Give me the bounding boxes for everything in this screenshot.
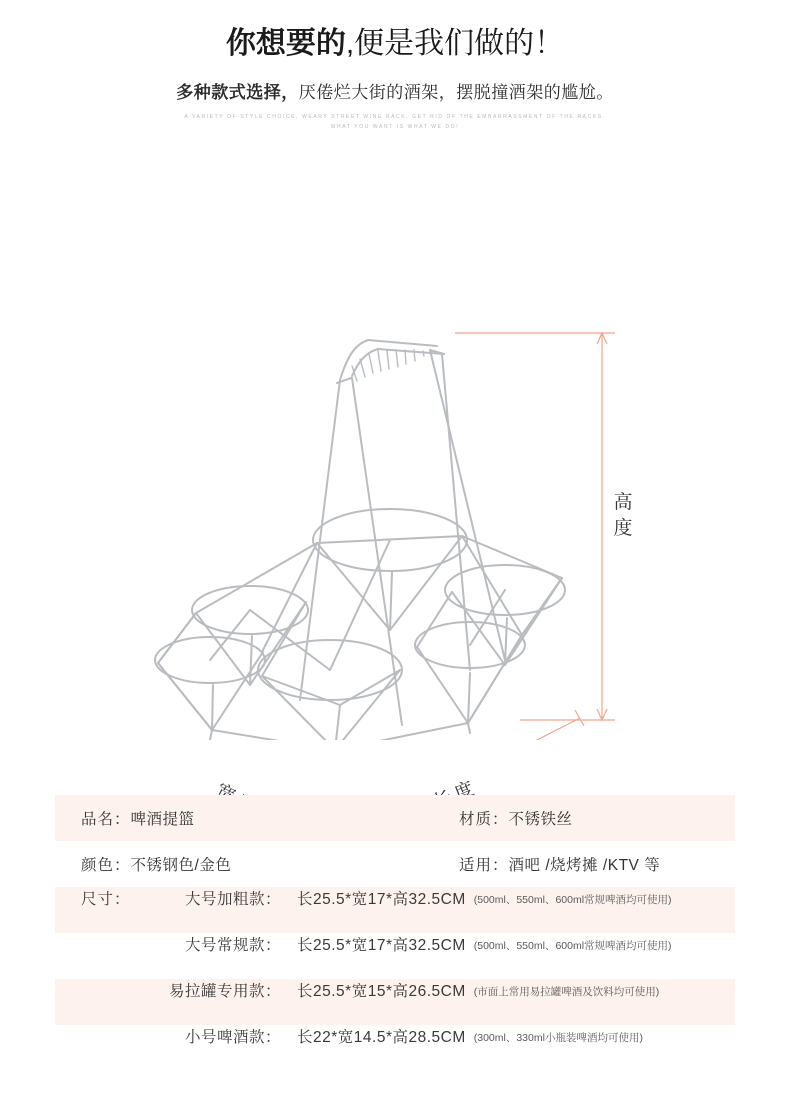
- beer-carrier-line-drawing: [0, 140, 790, 740]
- size-dimension-4: 长22*宽14.5*高28.5CM: [297, 1029, 466, 1046]
- spec-cell-usage: [411, 853, 660, 875]
- size-name-3: 易拉罐专用款：: [168, 983, 281, 1000]
- page-title-rest: ,便是我们做的！: [345, 27, 565, 60]
- page-subtitle-latin-line2: WHAT YOU WANT IS WHAT WE DO!: [330, 123, 460, 130]
- size-dimension-3: 长25.5*宽15*高26.5CM: [297, 983, 466, 1000]
- dimension-label-height: 高度: [613, 492, 637, 539]
- spec-table: [55, 795, 735, 1071]
- size-name-1: 大号加粗款：: [184, 891, 281, 908]
- page-title-emphasis: 你想要的: [225, 27, 346, 60]
- spec-key-color: 颜色：: [81, 857, 131, 874]
- page-header: [0, 0, 790, 132]
- spec-row-size-2: [55, 933, 735, 979]
- size-note-2: (500ml、550ml、600ml常规啤酒均可使用): [473, 940, 672, 952]
- spec-key-usage: 适用：: [459, 857, 509, 874]
- size-dimension-2: 长25.5*宽17*高32.5CM: [297, 937, 466, 954]
- size-name-2: 大号常规款：: [184, 937, 281, 954]
- size-note-1: (500ml、550ml、600ml常规啤酒均可使用): [473, 894, 672, 906]
- spec-row-size-4: [55, 1025, 735, 1071]
- size-note-4: (300ml、330ml小瓶装啤酒均可使用): [473, 1032, 643, 1044]
- basket-wireframe: [155, 340, 565, 740]
- spec-row-name-material: [55, 795, 735, 841]
- spec-cell-material: [411, 807, 573, 829]
- spec-row-size-1: [55, 887, 735, 933]
- page-subtitle-latin-line1: A VARIETY OF STYLE CHOICE, WEARY STREET WINE RACK, GET RID OF THE EMBARRASSMENT OF THE RACKS.: [184, 114, 606, 120]
- spec-key-size: 尺寸：: [81, 891, 131, 908]
- page-subtitle-latin: [0, 113, 790, 132]
- page-subtitle-emphasis: 多种款式选择，: [176, 83, 299, 102]
- spec-key-product-name: 品名：: [81, 811, 131, 828]
- spec-value-usage: 酒吧 /烧烤摊 /KTV 等: [508, 857, 661, 874]
- page-title: [0, 26, 790, 62]
- size-dimension-1: 长25.5*宽17*高32.5CM: [297, 891, 466, 908]
- page-subtitle: [0, 78, 790, 103]
- spec-cell-product-name: [81, 807, 411, 829]
- spec-value-product-name: 啤酒提篮: [130, 811, 195, 828]
- size-note-3: (市面上常用易拉罐啤酒及饮料均可使用): [473, 986, 660, 998]
- spec-key-material: 材质：: [459, 811, 509, 828]
- spec-row-color-usage: [55, 841, 735, 887]
- spec-cell-color: [81, 853, 411, 875]
- spec-value-color: 不锈钢色/金色: [130, 857, 232, 874]
- page-subtitle-rest: 厌倦烂大街的酒架，摆脱撞酒架的尴尬。: [298, 83, 614, 102]
- spec-value-material: 不锈铁丝: [508, 811, 573, 828]
- size-name-4: 小号啤酒款：: [184, 1029, 281, 1046]
- spec-row-size-3: [55, 979, 735, 1025]
- product-illustration: [0, 140, 790, 740]
